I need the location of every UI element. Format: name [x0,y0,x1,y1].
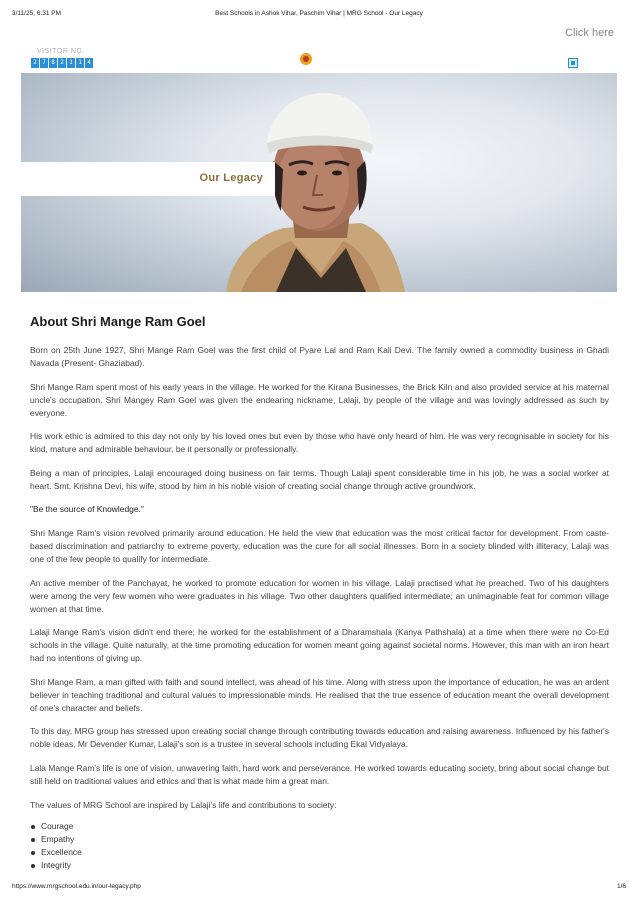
click-here-link[interactable]: Click here [565,27,614,39]
visitor-digit: 4 [85,58,93,68]
print-datetime: 3/11/25, 6:31 PM [12,10,62,17]
values-list-item: Excellence [30,846,609,859]
visitor-label: VISITOR NO. [37,48,85,55]
visitor-digit: 8 [49,58,57,68]
article-paragraph: Shri Mange Ram, a man gifted with faith and sound intellect, was ahead of his time. Along with stress upon the importance of education, he was an ardent believer in teaching traditional and cultural values to impressionable minds. He realised that the true essence of education meant the overall development of one's character and beliefs. [30,676,609,713]
values-list-item: Courage [30,820,609,833]
print-url: https://www.mrgschool.edu.in/our-legacy.php [12,883,141,890]
print-header [12,10,626,22]
article-paragraph: To this day, MRG group has stressed upon creating social change through contributing towards education and raising awareness. Influenced by his father's noble ideas, Mr Devender Kumar, Lalaji's son is a trustee in several schools including Ekal Vidyalaya. [30,726,609,750]
school-logo-icon[interactable] [300,53,312,65]
print-page-title: Best Schools in Ashok Vihar, Paschim Vihar | MRG School - Our Legacy [215,10,423,17]
article-paragraph: His work ethic is admired to this day not only by his loved ones but even by those who have only heard of him. He was very recognisable in society for his kind, mature and admirable behaviour, be it personally or professionally. [30,431,609,455]
visitor-digit: 2 [31,58,39,68]
share-icon[interactable] [568,58,578,68]
visitor-digit: 7 [40,58,48,68]
article-paragraph: An active member of the Panchayat, he worked to promote education for women in his village. Lalaji practised what he preached. Two of his daughters were among the very few women who were graduates in his village. Two other daughters qualified intermediate; an unimaginable feat for common village women at that time. [30,577,609,614]
values-list-item: Empathy [30,833,609,846]
visitor-counter [31,58,93,68]
article-paragraph: Being a man of principles, Lalaji encouraged doing business on fair terms. Though Lalaji spent considerable time in his job, he was a social worker at heart. Smt. Krishna Devi, his wife, stood by him in his noble vision of creating social change through active groundwork. [30,467,609,491]
visitor-digit: 1 [76,58,84,68]
article-content [30,314,609,872]
article-title: About Shri Mange Ram Goel [30,314,206,329]
article-paragraph: Lalaji Mange Ram's vision didn't end there; he worked for the establishment of a Dharamshala (Kanya Pathshala) at a time when there were no Co-Ed schools in the village. Quite naturally, at the time promoting education for women meant going against societal norms. However, this man with an iron heart had no intentions of giving up. [30,627,609,664]
article-quote: "Be the source of Knowledge." [30,504,144,515]
print-page-number: 1/6 [616,883,626,890]
article-paragraph: Shri Mange Ram's vision revolved primarily around education. He held the view that education was the most critical factor for development. From caste-based discrimination and patriarchy to extreme poverty, education was the cure for all social illnesses. Born in a society blinded with illiteracy, Lalaji was one of the few people to qualify for intermediate. [30,527,609,564]
visitor-digit: 1 [67,58,75,68]
values-list [30,820,609,872]
article-paragraph: Shri Mange Ram spent most of his early years in the village. He worked for the Kirana Businesses, the Brick Kiln and also provided service at his maternal uncle's occupation. Shri Mangey Ram Goel was given the endearing nickname, Lalaji, by people of the village and was lovingly addressed as such by everyone. [30,381,609,418]
banner-label-box [21,162,275,196]
values-list-item: Integrity [30,859,609,872]
banner-label: Our Legacy [199,172,263,184]
print-footer [12,883,626,893]
visitor-digit: 2 [58,58,66,68]
legacy-banner [21,73,617,292]
article-paragraph: Born on 25th June 1927, Shri Mange Ram Goel was the first child of Pyare Lal and Ram Kali Devi. The family owned a commodity business in Ghadi Navada (Present- Ghaziabad). [30,345,609,368]
article-paragraph: The values of MRG School are inspired by Lalaji's life and contributions to society: [30,799,337,810]
article-paragraph: Lala Mange Ram's life is one of vision, unwavering faith, hard work and perseverance. He worked towards educating society, bring about social change but still held on traditional values and ethics and that is what made him a great man. [30,762,609,786]
